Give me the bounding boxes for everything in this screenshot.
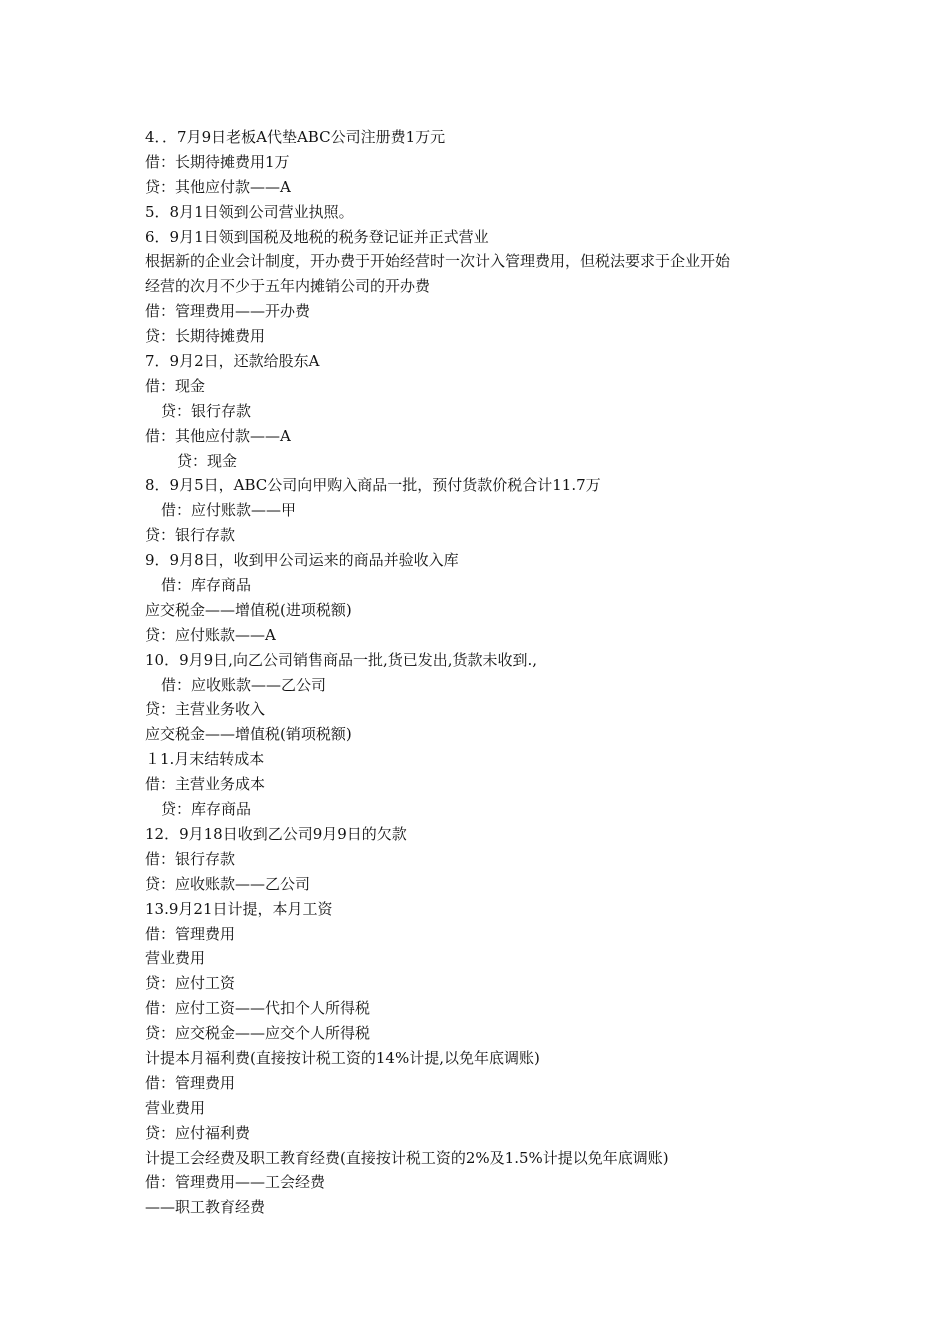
text-line: 计提本月福利费(直接按计税工资的14%计提,以免年底调账) — [145, 1048, 540, 1067]
text-line: 贷：应交税金——应交个人所得税 — [145, 1024, 371, 1043]
text-line: 8．9月5日，ABC公司向甲购入商品一批，预付货款价税合计11.7万 — [145, 476, 601, 495]
text-line: 借：长期待摊费用1万 — [145, 152, 290, 171]
text-line: 借：现金 — [145, 376, 206, 395]
text-line: 借：主营业务成本 — [145, 775, 266, 794]
text-line: 借：应收账款——乙公司 — [161, 675, 327, 694]
text-line: 借：库存商品 — [161, 576, 252, 595]
text-line: ——职工教育经费 — [145, 1198, 266, 1217]
text-line: 经营的次月不少于五年内摊销公司的开办费 — [145, 277, 431, 296]
text-line: １1.月末结转成本 — [145, 750, 265, 769]
text-line: 根据新的企业会计制度，开办费于开始经营时一次计入管理费用，但税法要求于企业开始 — [145, 252, 731, 271]
text-line: 借：其他应付款——A — [145, 426, 291, 445]
text-line: 贷：长期待摊费用 — [145, 327, 266, 346]
text-line: 营业费用 — [145, 1098, 206, 1117]
text-line: 借：管理费用——工会经费 — [145, 1173, 326, 1192]
text-line: 12．9月18日收到乙公司9月9日的欠款 — [145, 824, 407, 843]
text-line: 营业费用 — [145, 949, 206, 968]
text-line: 13.9月21日计提，本月工资 — [145, 899, 333, 918]
text-line: 贷：主营业务收入 — [145, 700, 266, 719]
text-line: 借：应付工资——代扣个人所得税 — [145, 999, 371, 1018]
text-line: 计提工会经费及职工教育经费(直接按计税工资的2%及1.5%计提以免年底调账) — [145, 1148, 669, 1167]
text-line: 4．．7月9日老板A代垫ABC公司注册费1万元 — [145, 128, 446, 146]
text-line: 贷：其他应付款——A — [145, 177, 291, 196]
text-line: 贷：应付账款——A — [145, 625, 276, 644]
text-line: 贷：银行存款 — [161, 401, 252, 420]
text-line: 贷：现金 — [177, 451, 238, 470]
text-line: 9．9月8日，收到甲公司运来的商品并验收入库 — [145, 551, 459, 570]
text-line: 应交税金——增值税(进项税额) — [145, 600, 352, 619]
text-line: 借：银行存款 — [145, 849, 236, 868]
text-line: 应交税金——增值税(销项税额) — [145, 725, 352, 744]
text-line: 贷：应收账款——乙公司 — [145, 874, 311, 893]
text-line: 贷：银行存款 — [145, 526, 236, 545]
text-line: 借：管理费用 — [145, 924, 236, 943]
text-line: 贷：库存商品 — [161, 800, 252, 819]
text-line: 借：应付账款——甲 — [161, 501, 297, 520]
text-line: 6．9月1日领到国税及地税的税务登记证并正式营业 — [145, 227, 489, 246]
text-line: 借：管理费用 — [145, 1073, 236, 1092]
text-line: 贷：应付福利费 — [145, 1123, 251, 1142]
text-line: 10．9月9日,向乙公司销售商品一批,货已发出,货款未收到., — [145, 650, 538, 669]
text-line: 借：管理费用——开办费 — [145, 302, 311, 321]
document-body — [145, 125, 825, 1220]
text-line: 5．8月1日领到公司营业执照。 — [145, 202, 354, 221]
text-line: 7．9月2日，还款给股东A — [145, 352, 320, 371]
text-line: 贷：应付工资 — [145, 974, 236, 993]
